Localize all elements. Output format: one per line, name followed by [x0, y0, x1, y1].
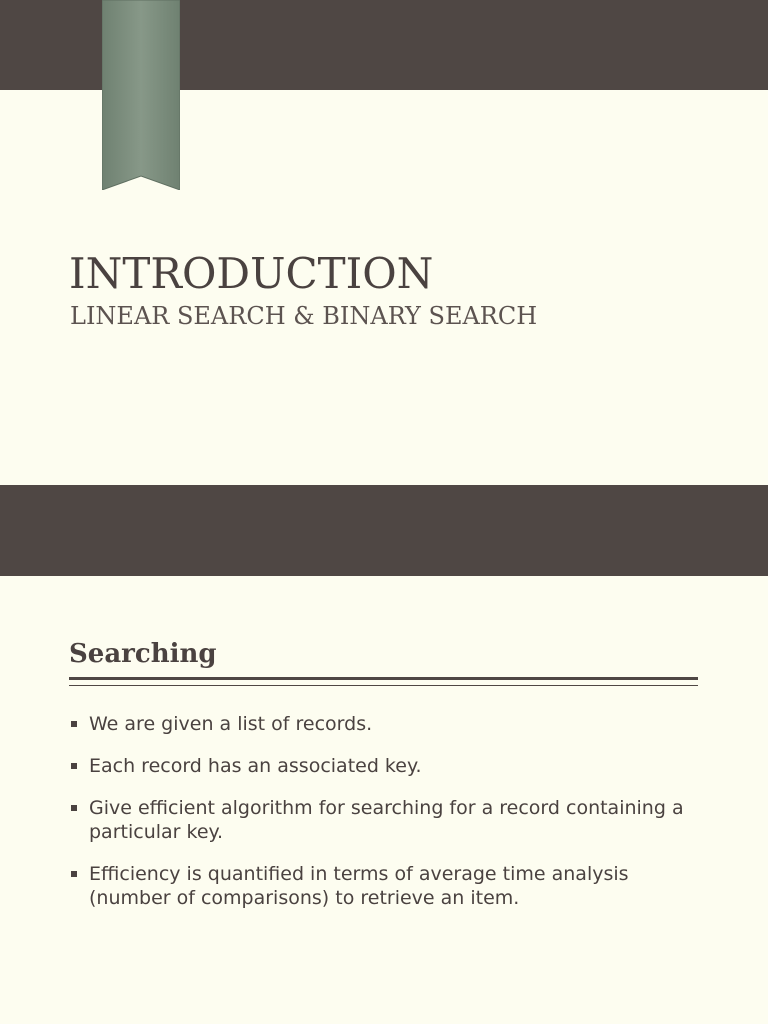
divider-band	[0, 485, 768, 576]
bullet-item	[69, 712, 709, 736]
square-bullet-icon	[71, 805, 77, 811]
bullet-text: Give efficient algorithm for searching for a record containing a particular key.	[89, 797, 684, 843]
bullet-item	[69, 754, 709, 778]
bullet-item	[69, 796, 709, 844]
bullet-item	[69, 862, 709, 910]
bookmark-ribbon-icon	[102, 0, 180, 190]
square-bullet-icon	[71, 721, 77, 727]
bullet-text: Efficiency is quantified in terms of average time analysis (number of comparisons) to retrieve an item.	[89, 863, 629, 909]
bullet-list	[69, 712, 709, 928]
heading-rule-thick	[69, 677, 698, 680]
square-bullet-icon	[71, 871, 77, 877]
square-bullet-icon	[71, 763, 77, 769]
bullet-text: Each record has an associated key.	[89, 755, 422, 777]
bullet-text: We are given a list of records.	[89, 713, 373, 735]
slide-subtitle: LINEAR SEARCH & BINARY SEARCH	[70, 302, 538, 330]
section-heading: Searching	[69, 639, 217, 669]
slide-title: INTRODUCTION	[69, 249, 434, 298]
heading-rule-thin	[69, 685, 698, 686]
